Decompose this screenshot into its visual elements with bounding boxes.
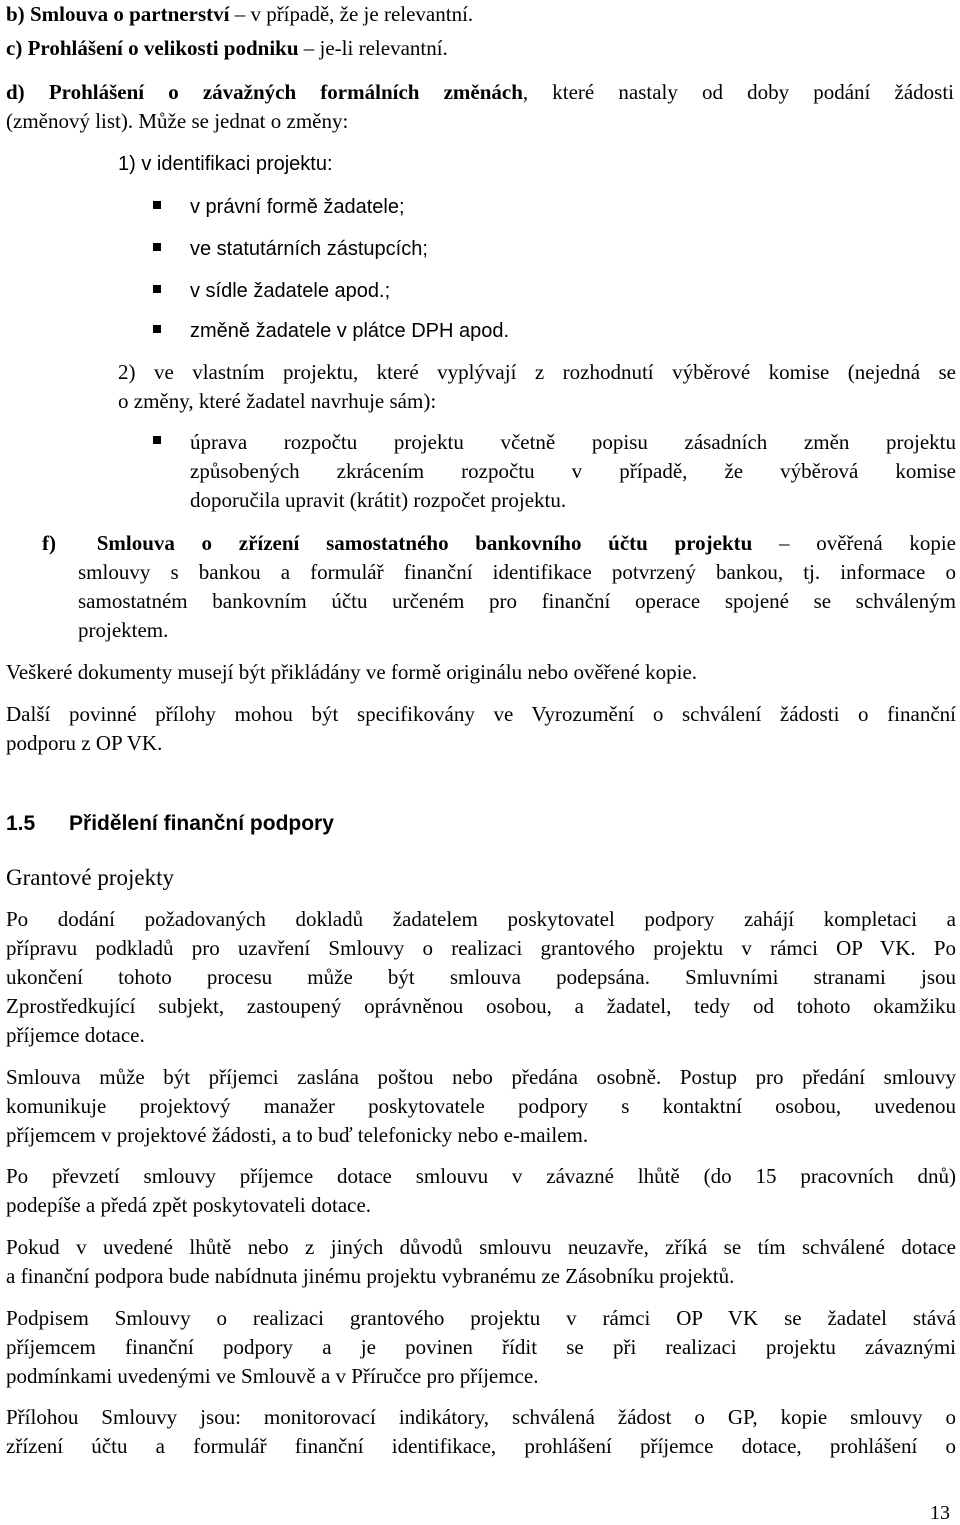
changes2-bullet-line1: úprava rozpočtu projektu včetně popisu zásadních změn projektu	[190, 430, 956, 454]
para6-line2: zřízení účtu a formulář finanční identifikace, prohlášení příjemce dotace, prohlášení o	[6, 1434, 956, 1458]
changes2-heading-line2: o změny, které žadatel navrhuje sám):	[118, 389, 437, 413]
para2-line3: příjemcem v projektové žádosti, a to buď telefonicky nebo e-mailem.	[6, 1123, 589, 1147]
changes2-heading-line1: 2) ve vlastním projektu, které vyplývají z rozhodnutí výběrové komise (nejedná se	[118, 360, 956, 384]
item-f-label: f)	[42, 531, 56, 555]
bullet-icon	[153, 201, 161, 209]
para1-line5: příjemce dotace.	[6, 1023, 145, 1047]
changes1-bullet-1: v právní formě žadatele;	[190, 196, 405, 218]
item-d-rest: , které nastaly od doby podání žádosti	[522, 80, 954, 104]
changes2-bullet-line3: doporučila upravit (krátit) rozpočet projektu.	[190, 488, 567, 512]
page-number: 13	[930, 1502, 950, 1524]
para2-line2: komunikuje projektový manažer poskytovatele podpory s kontaktní osobou, uvedenou	[6, 1094, 956, 1118]
item-b-bold: Smlouva o partnerství	[29, 2, 230, 26]
item-b	[6, 0, 956, 29]
section-heading	[6, 812, 334, 836]
item-f-line2: smlouvy s bankou a formulář finanční identifikace potvrzený bankou, tj. informace o	[78, 560, 956, 584]
item-c-rest: – je-li relevantní.	[298, 36, 448, 60]
para6-line1: Přílohou Smlouvy jsou: monitorovací indikátory, schválená žádost o GP, kopie smlouvy o	[6, 1405, 956, 1429]
para-other-line2: podporu z OP VK.	[6, 731, 163, 755]
item-f-bold: Smlouva o zřízení samostatného bankovního účtu projektu	[96, 531, 753, 555]
bullet-icon	[153, 285, 161, 293]
para1-line1: Po dodání požadovaných dokladů žadatelem poskytovatel podpory zahájí kompletaci a	[6, 907, 956, 931]
item-c-bold: Prohlášení o velikosti podniku	[27, 36, 299, 60]
item-b-rest: – v případě, že je relevantní.	[229, 2, 474, 26]
subheading: Grantové projekty	[6, 865, 174, 890]
para3-line2: podepíše a předá zpět poskytovateli dotace.	[6, 1193, 372, 1217]
para1-line3: ukončení tohoto procesu může být smlouva podepsána. Smluvními stranami jsou	[6, 965, 956, 989]
item-f-line3: samostatném bankovním účtu určeném pro finanční operace spojené se schváleným	[78, 589, 956, 613]
item-b-label: b)	[6, 2, 25, 26]
para5-line3: podmínkami uvedenými ve Smlouvě a v Příručce pro příjemce.	[6, 1364, 539, 1388]
bullet-icon	[153, 243, 161, 251]
section-title: Přidělení finanční podpory	[69, 812, 334, 835]
para-all-docs: Veškeré dokumenty musejí být přikládány ve formě originálu nebo ověřené kopie.	[6, 660, 698, 684]
para1-line2: přípravu podkladů pro uzavření Smlouvy o realizaci grantového projektu v rámci OP VK. Po	[6, 936, 956, 960]
item-d-line1	[6, 78, 954, 107]
item-c	[6, 34, 956, 63]
changes1-heading: 1) v identifikaci projektu:	[118, 153, 333, 175]
para4-line2: a finanční podpora bude nabídnuta jinému projektu vybranému ze Zásobníku projektů.	[6, 1264, 735, 1288]
item-d-label: d)	[6, 80, 25, 104]
bullet-icon	[153, 325, 161, 333]
item-d-line2: (změnový list). Může se jednat o změny:	[6, 109, 349, 133]
para2-line1: Smlouva může být příjemci zaslána poštou nebo předána osobně. Postup pro předání smlouvy	[6, 1065, 956, 1089]
item-d-bold: Prohlášení o závažných formálních změnách	[48, 80, 523, 104]
changes1-bullet-2: ve statutárních zástupcích;	[190, 238, 428, 260]
item-f-line1	[42, 529, 956, 558]
para5-line1: Podpisem Smlouvy o realizaci grantového projektu v rámci OP VK se žadatel stává	[6, 1306, 956, 1330]
bullet-icon	[153, 436, 161, 444]
para1-line4: Zprostředkující subjekt, zastoupený oprávněnou osobou, a žadatel, tedy od tohoto okamžiku	[6, 994, 956, 1018]
item-c-label: c)	[6, 36, 23, 60]
item-f-rest: – ověřená kopie	[752, 531, 956, 555]
section-number: 1.5	[6, 812, 36, 835]
para4-line1: Pokud v uvedené lhůtě nebo z jiných důvodů smlouvu neuzavře, zříká se tím schválené dotace	[6, 1235, 956, 1259]
changes2-bullet-line2: způsobených zkrácením rozpočtu v případě, že výběrová komise	[190, 459, 956, 483]
changes1-bullet-4: změně žadatele v plátce DPH apod.	[190, 320, 510, 342]
para-other-line1: Další povinné přílohy mohou být specifikovány ve Vyrozumění o schválení žádosti o finanční	[6, 702, 956, 726]
item-f-line4: projektem.	[78, 618, 169, 642]
changes1-bullet-3: v sídle žadatele apod.;	[190, 280, 391, 302]
para3-line1: Po převzetí smlouvy příjemce dotace smlouvu v závazné lhůtě (do 15 pracovních dnů)	[6, 1164, 956, 1188]
para5-line2: příjemcem finanční podpory a je povinen řídit se při realizaci projektu závaznými	[6, 1335, 956, 1359]
